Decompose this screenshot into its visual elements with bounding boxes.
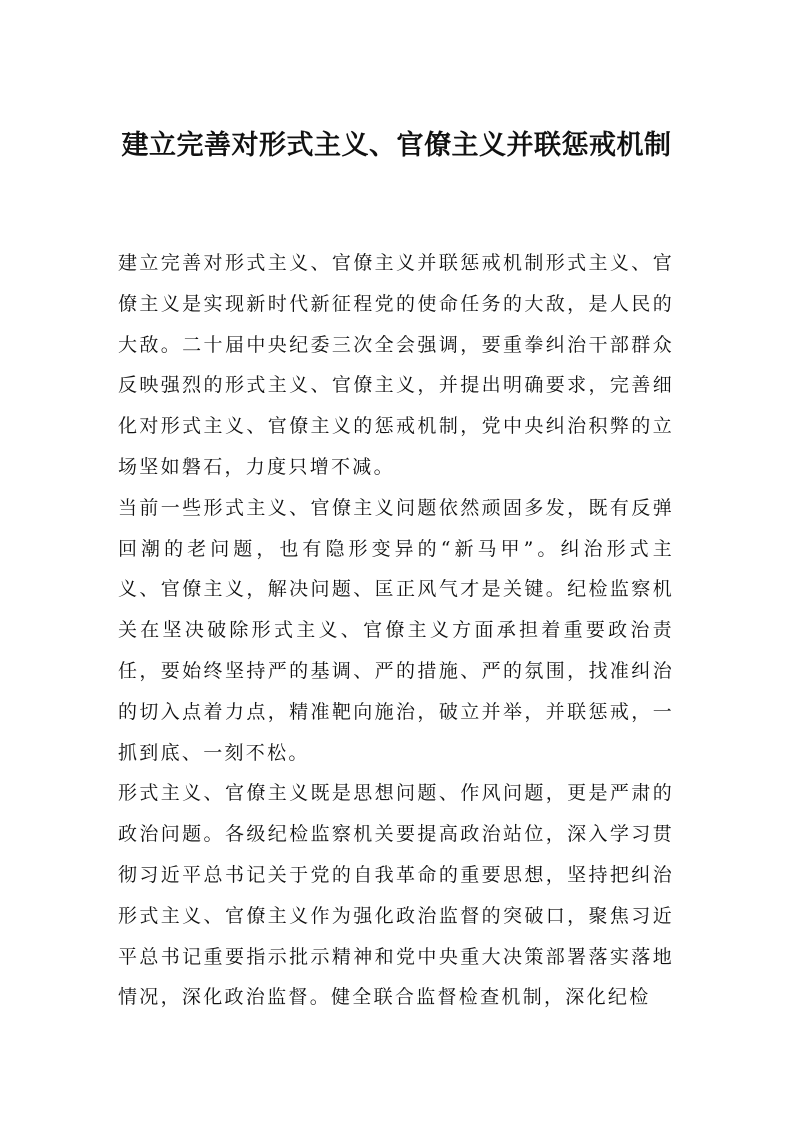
paragraph-2: 当前一些形式主义、官僚主义问题依然顽固多发，既有反弹回潮的老问题，也有隐形变异的“新马甲”。纠治形式主义、官僚主义，解决问题、匡正风气才是关键。纪检监察机关在坚决破除形式主义、官僚主义方面承担着重要政治责任，要始终坚持严的基调、严的措施、严的氛围，找准纠治的切入点着力点，精准靶向施治，破立并举，并联惩戒，一抓到底、一刻不松。 (118, 496, 674, 764)
document-body (118, 243, 674, 1018)
paragraph-3: 形式主义、官僚主义既是思想问题、作风问题，更是严肃的政治问题。各级纪检监察机关要提高政治站位，深入学习贯彻习近平总书记关于党的自我革命的重要思想，坚持把纠治形式主义、官僚主义作为强化政治监督的突破口，聚焦习近平总书记重要指示批示精神和党中央重大决策部署落实落地情况，深化政治监督。健全联合监督检查机制，深化纪检 (118, 782, 674, 1009)
paragraph-1: 建立完善对形式主义、官僚主义并联惩戒机制形式主义、官僚主义是实现新时代新征程党的使命任务的大敌，是人民的大敌。二十届中央纪委三次全会强调，要重拳纠治干部群众反映强烈的形式主义、官僚主义，并提出明确要求，完善细化对形式主义、官僚主义的惩戒机制，党中央纠治积弊的立场坚如磐石，力度只增不减。 (118, 252, 674, 478)
document-title: 建立完善对形式主义、官僚主义并联惩戒机制 (121, 130, 672, 161)
